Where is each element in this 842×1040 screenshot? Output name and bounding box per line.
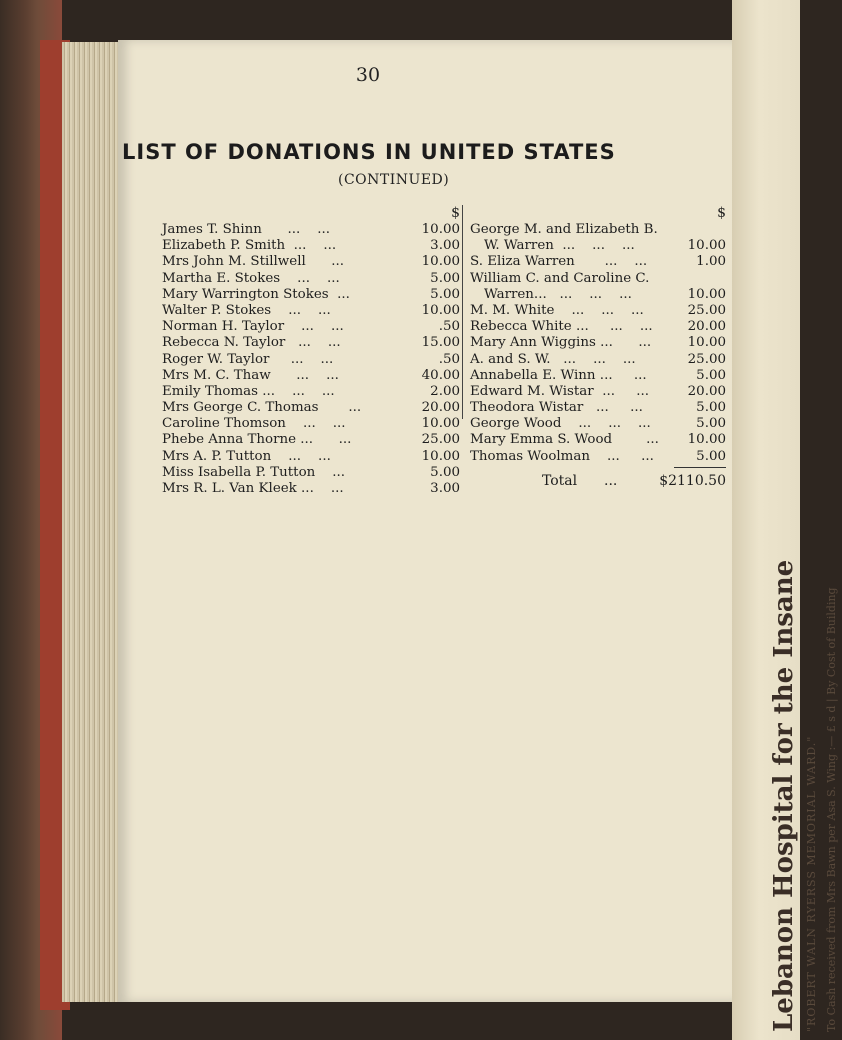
currency-header: $: [717, 205, 726, 221]
donation-amount: 5.00: [696, 367, 726, 383]
donation-row: [470, 416, 726, 432]
donor-name: Caroline Thomson ... ...: [162, 416, 346, 432]
donation-amount: 5.00: [696, 400, 726, 416]
donation-amount: 3.00: [430, 481, 460, 496]
donation-amount: 2.00: [430, 383, 460, 399]
donation-amount: 40.00: [421, 367, 460, 383]
facing-page-text: [766, 560, 842, 1032]
donation-row: [162, 335, 460, 351]
total-row: [470, 471, 726, 491]
page-number: 30: [355, 64, 381, 86]
donor-name: Mrs John M. Stillwell ...: [162, 254, 345, 270]
donation-row: [162, 432, 460, 448]
donor-name: James T. Shinn ... ...: [162, 222, 331, 237]
donations-left-column: [162, 204, 460, 497]
donation-amount: 25.00: [687, 302, 726, 318]
facing-page-subheading: "ROBERT WALN RYERSS MEMORIAL WARD.": [805, 735, 818, 1032]
donation-amount: 5.00: [430, 464, 460, 480]
donation-amount: 5.00: [430, 286, 460, 302]
donation-amount: 10.00: [421, 448, 460, 464]
facing-page: [732, 0, 838, 1040]
donation-amount: 5.00: [430, 270, 460, 286]
donation-amount: 5.00: [696, 416, 726, 432]
donation-amount: 10.00: [687, 335, 726, 351]
donation-row: [470, 335, 726, 351]
donation-row: [470, 400, 726, 416]
donation-amount: 20.00: [421, 400, 460, 416]
donor-name: Walter P. Stokes ... ...: [162, 302, 331, 318]
donor-name: Mrs M. C. Thaw ... ...: [162, 367, 339, 383]
donor-name: Mrs A. P. Tutton ... ...: [162, 448, 331, 464]
page-title: LIST OF DONATIONS IN UNITED STATES: [122, 140, 616, 164]
total-amount: $2110.50: [659, 472, 726, 489]
donation-amount: 10.00: [687, 432, 726, 448]
donor-name: Miss Isabella P. Tutton ...: [162, 464, 346, 480]
donor-name: Phebe Anna Thorne ... ...: [162, 432, 352, 448]
donation-row: [162, 254, 460, 270]
donor-name: Roger W. Taylor ... ...: [162, 351, 334, 367]
left-donation-list: [162, 222, 460, 497]
donation-amount: 3.00: [430, 238, 460, 254]
donor-name: Thomas Woolman ... ...: [470, 448, 654, 464]
donor-name: George M. and Elizabeth B.: [470, 222, 658, 237]
total-dots: ...: [604, 472, 618, 489]
donation-row: [470, 319, 726, 335]
donation-amount: 20.00: [687, 383, 726, 399]
donor-name: George Wood ... ... ...: [470, 416, 651, 432]
donor-name: Mary Emma S. Wood ...: [470, 432, 659, 448]
donation-row: [470, 303, 726, 319]
donor-name: S. Eliza Warren ... ...: [470, 254, 648, 270]
donor-name: Rebecca N. Taylor ... ...: [162, 335, 341, 351]
donation-row: [162, 319, 460, 335]
donor-name: Martha E. Stokes ... ...: [162, 270, 340, 286]
facing-page-heading: Lebanon Hospital for the Insane: [769, 559, 799, 1032]
donation-row: [162, 449, 460, 465]
donation-row: [162, 271, 460, 287]
donation-amount: 10.00: [421, 302, 460, 318]
donation-row: [470, 384, 726, 400]
donation-row: [162, 238, 460, 254]
donation-amount: 10.00: [687, 286, 726, 302]
donation-amount: 15.00: [421, 335, 460, 351]
donor-name: Theodora Wistar ... ...: [470, 400, 643, 416]
donation-amount: 25.00: [687, 351, 726, 367]
donation-amount: .50: [438, 319, 460, 335]
donor-name: Edward M. Wistar ... ...: [470, 383, 650, 399]
donor-name: Mrs R. L. Van Kleek ... ...: [162, 481, 344, 496]
donor-name: A. and S. W. ... ... ...: [470, 351, 636, 367]
donation-row: [470, 254, 726, 270]
column-divider: [462, 205, 463, 419]
donations-right-column: [470, 204, 726, 491]
donation-row: [470, 287, 726, 303]
donor-name: W. Warren ... ... ...: [484, 238, 635, 254]
donation-row: [162, 352, 460, 368]
donation-row: [470, 222, 726, 238]
donation-amount: .50: [438, 351, 460, 367]
currency-header: $: [451, 205, 460, 221]
total-label: Total: [542, 472, 578, 489]
donation-row: [162, 222, 460, 238]
donation-row: [470, 449, 726, 465]
donation-amount: 10.00: [421, 254, 460, 270]
donation-amount: [664, 271, 726, 287]
donor-name: Warren... ... ... ...: [484, 286, 632, 302]
donation-row: [162, 400, 460, 416]
facing-page-line: To Cash received from Mrs Bawn per Asa S. Wing :— £ s d | By Cost of Building: [825, 587, 838, 1032]
donation-amount: 1.00: [696, 254, 726, 270]
donation-row: [162, 465, 460, 481]
donor-name: William C. and Caroline C.: [470, 270, 650, 286]
donation-row: [470, 271, 726, 287]
donor-name: Mrs George C. Thomas ...: [162, 400, 362, 416]
right-donation-list: [470, 222, 726, 465]
donation-amount: 10.00: [421, 222, 460, 237]
donation-row: [470, 352, 726, 368]
donation-row: [162, 481, 460, 497]
donation-row: [162, 287, 460, 303]
donation-row: [162, 303, 460, 319]
donation-row: [162, 384, 460, 400]
donation-amount: 10.00: [687, 238, 726, 254]
donation-row: [470, 238, 726, 254]
donation-amount: 25.00: [421, 432, 460, 448]
donation-amount: [664, 222, 726, 238]
donation-row: [162, 416, 460, 432]
donation-amount: 5.00: [696, 448, 726, 464]
donor-name: M. M. White ... ... ...: [470, 302, 644, 318]
donation-row: [470, 368, 726, 384]
donor-name: Emily Thomas ... ... ...: [162, 383, 335, 399]
donor-name: Annabella E. Winn ... ...: [470, 367, 647, 383]
donation-row: [470, 432, 726, 448]
donor-name: Norman H. Taylor ... ...: [162, 319, 344, 335]
page-edges: [62, 42, 120, 1002]
donor-name: Elizabeth P. Smith ... ...: [162, 238, 337, 254]
donor-name: Rebecca White ... ... ...: [470, 319, 653, 335]
donor-name: Mary Warrington Stokes ...: [162, 286, 350, 302]
page-subtitle: (CONTINUED): [338, 172, 450, 188]
donation-row: [162, 368, 460, 384]
donation-amount: 20.00: [687, 319, 726, 335]
donation-amount: 10.00: [421, 416, 460, 432]
donor-name: Mary Ann Wiggins ... ...: [470, 335, 652, 351]
